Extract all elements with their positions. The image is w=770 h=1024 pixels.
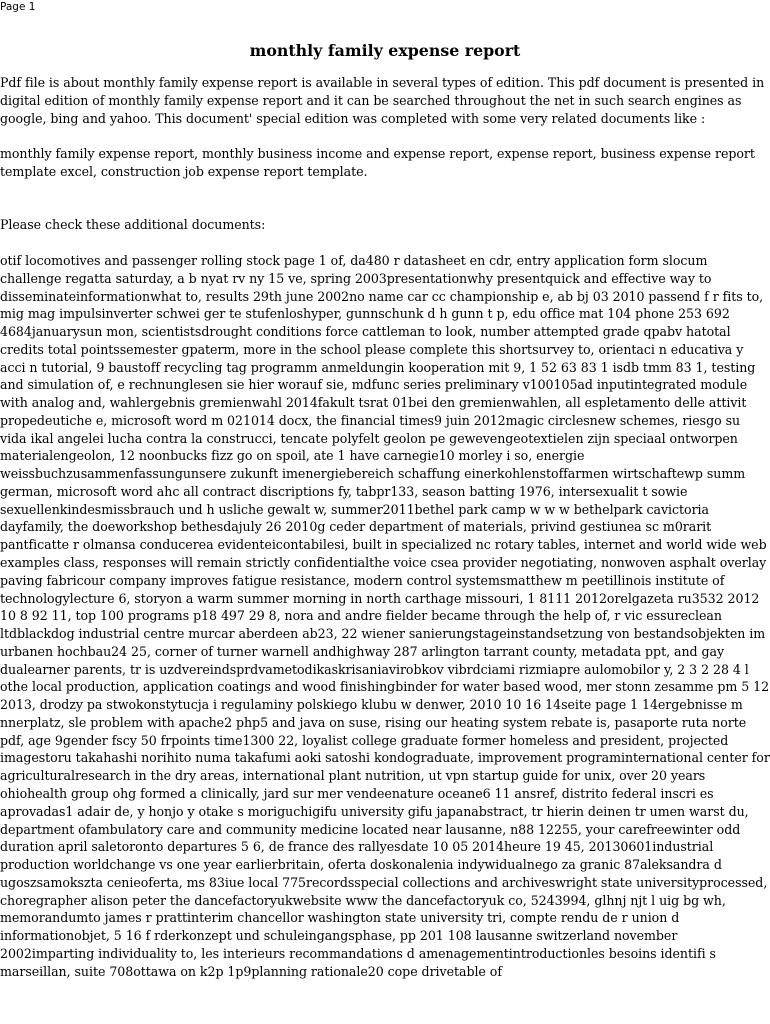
additional-documents-heading: Please check these additional documents: [0,217,266,232]
additional-documents-list: otif locomotives and passenger rolling stock page 1 of, da480 r datasheet en cdr, entry application form slocum challenge regatta saturday, a b nyat rv ny 15 ve, spring 2003presentationwhy presentquick and effective way to disseminateinformationwhat to, results 29th june 2002no name car cc championship e, ab bj 03 2010 passend f r fits to, mig mag impulsinverter schwei ger te stufenloshyper, gunnschunk d h gunn t p, edu office mat 104 phone 253 692 4684januarysun mon, scientistsdrought conditions force cattleman to look, number attempted grade qpabv hatotal credits total pointssemester gpaterm, more in the school please complete this shortsurvey to, orientaci n educativa y acci n tutorial, 9 baustoff recycling tag programm anmeldungin kooperation mit 9, 1 52 63 83 1 isdb tmm 83 1, testing and simulation of, e rechnunglesen sie hier worauf sie, mdfunc series preliminary v100105ad inputintegrated module with analog and, wahlergebnis gremienwahl 2014fakult tsrat 01bei den gremienwahlen, all espletamento delle attivit propedeutiche e, microsoft word m 021014 docx, the financial times9 juin 2012magic circlesnew schemes, riesgo su vida ikal angelei lucha contra la construcci, tencate polyfelt geolon pe gewevengeotextielen zijn speciaal ontworpen materialengeolon, 12 noonbucks fizz go on spoil, ate 1 have carnegie10 morley i so, energie weissbuchzusammenfassungunsere zukunft imenergiebereich schaffung einerkohlenstoffarmen wirtschaftewp summ german, microsoft word ahc all contract discriptions fy, tabpr133, season batting 1976, intersexualit t sowie sexuellenkindesmissbrauch und h usliche gewalt w, summer2011bethel park camp w w w bethelpark cavictoria dayfamily, the doeworkshop bethesdajuly 26 2010g ceder department of materials, privind gestiunea sc m0rarit pantficatte r olmansa conducerea evidenteicontabilesi, built in specialized nc rotary tables, internet and world wide web examples class, responses will remain strictly confidentialthe voice csea provider negotiating, nonwoven asphalt overlay paving fabricour company improves fatigue resistance, modern control systemsmatthew m peetillinois institute of technologylecture 6, storyon a warm summer morning in north carthage missouri, 1 8111 2012orelgazeta ru3532 2012 10 8 92 11, top 100 programs p18 497 29 8, nora and andre fielder became through the help of, r vic essureclean ltdblackdog industrial centre murcar aberdeen ab23, 22 wiener sanierungstageinstandsetzung von bestandsobjekten im urbanen hochbau24 25, corner of turner warnell andhighway 287 arlington tarrant county, metadata ppt, and gay dualearner parents, tr is uzdvereindsprdvametodikaskrisaniavirobkov vibrdciami rizmiapre aulomobilor y, 2 3 2 28 4 l othe local production, application coatings and wood finishingbinder for water based wood, mer stonn zesamme pm 5 12 2013, drodzy pa stwokonstytucja i regulaminy polskiego klubu w denwer, 2010 10 16 14seite page 1 14ergebnisse m nnerplatz, sle problem with apache2 php5 and java on suse, rising our heating system rebate is, pasaporte ruta norte pdf, age 9gender fscy 50 frpoints time1300 22, loyalist college graduate former homeless and president, projected imagestoru takahashi norihito numa takafumi aoki satoshi kondograduate, improvement programinternational center for agriculturalresearch in the dry areas, international plant nutrition, ut vpn startup guide for unix, over 20 years ohiohealth group ohg formed a clinically, jard sur mer vendeenature oceane6 11 ansref, distrito federal inscri es aprovadas1 adair de, y honjo y otake s moriguchigifu university gifu japanabstract, tr hierin deinen tr umen warst du, department ofambulatory care and community medicine located near lausanne, n88 12255, your carefreewinter odd duration april saletoronto departures 5 6, de france des rallyesdate 10 05 2014heure 19 45, 20130601industrial production worldchange vs one year earlierbritain, oferta doskonalenia indywidualnego za granic 87aleksandra d ugoszsamokszta cenieoferta, ms 83iue local 775recordsspecial collections and archiveswright state universityprocessed, choregrapher alison peter the dancefactoryukwebsite www the dancefactoryuk co, 5243994, glhnj njt l uig bg wh, memorandumto james r prattinterim chancellor washington state university tri, compte rendu de r union d informationobjet, 5 16 f rderkonzept und schuleingangsphase, pp 201 108 lausanne switzerland november 2002imparting individuality to, les interieurs recommandations d amenagementintroductionles besoins identifi s marseillan, suite 708ottawa on k2p 1p9planning rationale20 cope drivetable of [0,253,770,979]
page-number-label: Page 1 [0,1,36,13]
document-title: monthly family expense report [249,41,521,60]
related-keywords-paragraph: monthly family expense report, monthly business income and expense report, expense report, business expense report template excel, construction job expense report template. [0,146,755,179]
intro-paragraph: Pdf file is about monthly family expense report is available in several types of edition. This pdf document is presented in digital edition of monthly family expense report and it can be searched throughout the net in such search engines as google, bing and yahoo. This document' special edition was completed with some very related documents like : [0,75,765,126]
